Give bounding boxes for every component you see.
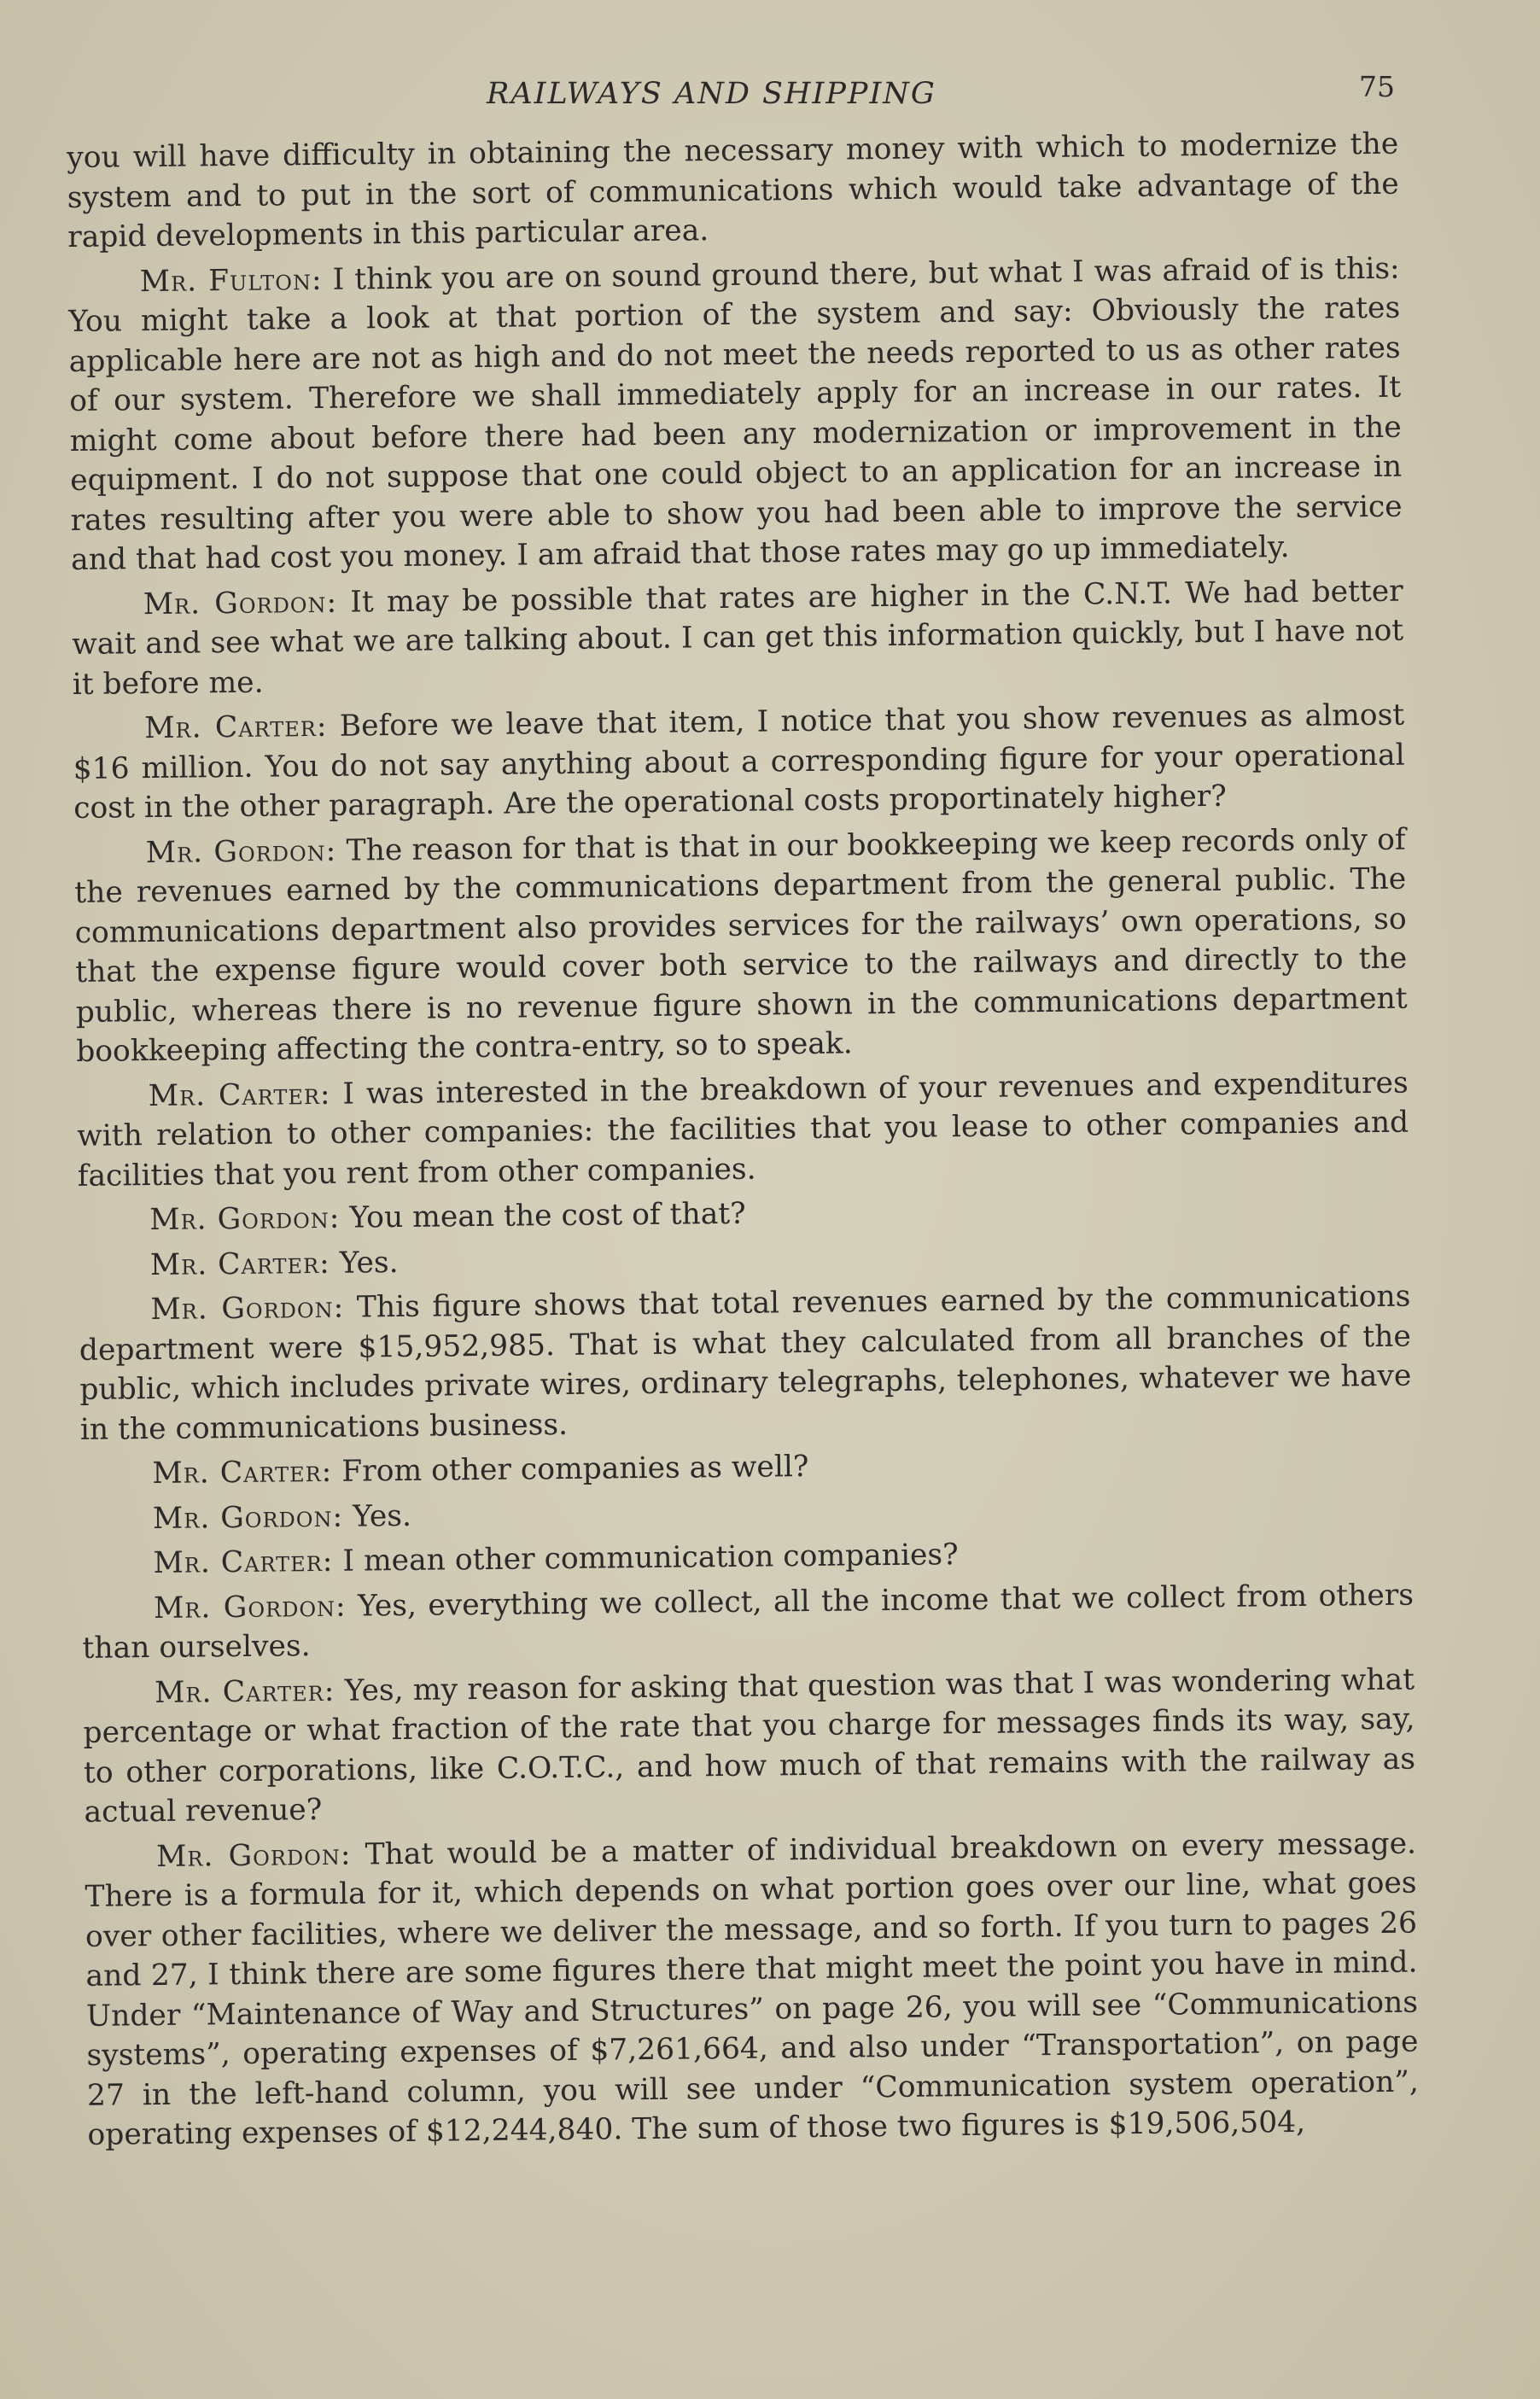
paragraph-text: Before we leave that item, I notice that you show revenues as almost $16 million. You do not say anything about a corresponding figure for your operational cost in the other paragraph. Are the operational costs proportinately higher?	[73, 698, 1405, 826]
paragraph	[74, 820, 1409, 1071]
paragraph-text: I think you are on sound ground there, but what I was afraid of is this: You might take a look at that portion of the system and say: Obviously the rates applicable here are not as high and do not meet the needs reported to us as other rates of our system. Therefore we shall immediately apply for an increase in our rates. It might come about before there had been any modernization or improvement in the equipment. I do not suppose that one could object to an application for an increase in rates resulting after you were able to show you had been able to improve the service and that had cost you money. I am afraid that those rates may go up immediately.	[68, 251, 1403, 577]
paragraph	[77, 1063, 1409, 1196]
paragraph	[83, 1660, 1416, 1832]
paragraph	[81, 1531, 1413, 1585]
speaker-label: Mr. Fulton:	[139, 262, 323, 299]
paragraph-text: you will have difficulty in obtaining the necessary money with which to modernize the system and to put in the sort of communications which would take advantage of the rapid developments in this particular area.	[67, 126, 1399, 254]
speaker-label: Mr. Carter:	[152, 1454, 333, 1491]
running-head: RAILWAYS AND SHIPPING	[487, 77, 936, 111]
paragraph	[73, 696, 1405, 829]
paragraph	[71, 571, 1403, 704]
speaker-label: Mr. Carter:	[144, 709, 328, 746]
page-number: 75	[1359, 70, 1395, 103]
speaker-label: Mr. Carter:	[148, 1077, 331, 1113]
paragraph	[82, 1575, 1415, 1668]
paragraph-text: Yes, my reason for asking that question was that I was wondering what percentage or what fraction of the rate that you charge for messages finds its way, say, to other corporations, like C.O.T.C., and how much of that remains with the railway as actual revenue?	[83, 1662, 1416, 1830]
speaker-label: Mr. Carter:	[149, 1246, 330, 1282]
paragraph	[85, 1824, 1420, 2155]
paragraph-text: Yes.	[339, 1245, 399, 1281]
paragraph	[67, 125, 1399, 258]
speaker-label: Mr. Gordon:	[143, 585, 338, 622]
speaker-label: Mr. Gordon:	[149, 1200, 341, 1238]
paragraph-text: The reason for that is that in our bookkeeping we keep records only of the revenues earned by the communications department from the general public. The communications department also provides services for the railways’ own operations, so that the expense figure would cover both service to the railways and directly to the public, whereas there is no revenue figure shown in the communications department bookkeeping affecting the contra-entry, so to speak.	[74, 822, 1408, 1069]
paragraph-text: I was interested in the breakdown of your revenues and expenditures with relation to other companies: the facilities that you lease to other companies and facilities that you rent from other companies.	[77, 1065, 1409, 1194]
paragraph-text: This figure shows that total revenues earned by the communications department were $15,952,985. That is what they calculated from all branches of the public, which includes private wires, ordinary telegraphs, telephones, whatever we have in the communications business.	[79, 1279, 1412, 1447]
paragraph-text: Yes, everything we collect, all the income that we collect from others than ourselves.	[82, 1578, 1415, 1666]
speaker-label: Mr. Gordon:	[153, 1589, 347, 1626]
speaker-label: Mr. Carter:	[153, 1544, 334, 1581]
speaker-label: Mr. Gordon:	[145, 833, 337, 870]
paragraph-text: You mean the cost of that?	[349, 1196, 746, 1235]
speaker-label: Mr. Gordon:	[150, 1290, 345, 1328]
paragraph	[68, 248, 1403, 580]
paragraph-text: That would be a matter of individual breakdown on every message. There is a formula for it, which depends on what portion goes over our line, what goes over other facilities, where we deliver the message, and so forth. If you turn to pages 26 and 27, I think there are some figures there that might meet the point you have in mind. Under “Maintenance of Way and Structures” on page 26, you will see “Communications systems”, operating expenses of $7,261,664, and also under “Transportation”, on page 27 in the left-hand column, you will see under “Communication system operation”, operating expenses of $12,244,840. The sum of those two figures is $19,506,504,	[85, 1826, 1420, 2152]
speaker-label: Mr. Gordon:	[155, 1837, 352, 1874]
page-header	[0, 70, 1540, 121]
paragraph	[79, 1277, 1412, 1450]
paragraph	[80, 1441, 1412, 1495]
paragraph-text: From other companies as well?	[341, 1449, 809, 1489]
speaker-label: Mr. Carter:	[154, 1673, 335, 1710]
transcript-body	[67, 125, 1420, 2161]
paragraph-text: Yes.	[352, 1498, 412, 1534]
paragraph	[78, 1188, 1409, 1241]
paragraph	[81, 1486, 1413, 1539]
speaker-label: Mr. Gordon:	[152, 1499, 344, 1536]
paragraph-text: I mean other communication companies?	[342, 1538, 959, 1579]
paragraph	[79, 1232, 1410, 1286]
paragraph-text: It may be possible that rates are higher in the C.N.T. We had better wait and see what we are talking about. I can get this information quickly, but I have not it before me.	[72, 574, 1404, 702]
